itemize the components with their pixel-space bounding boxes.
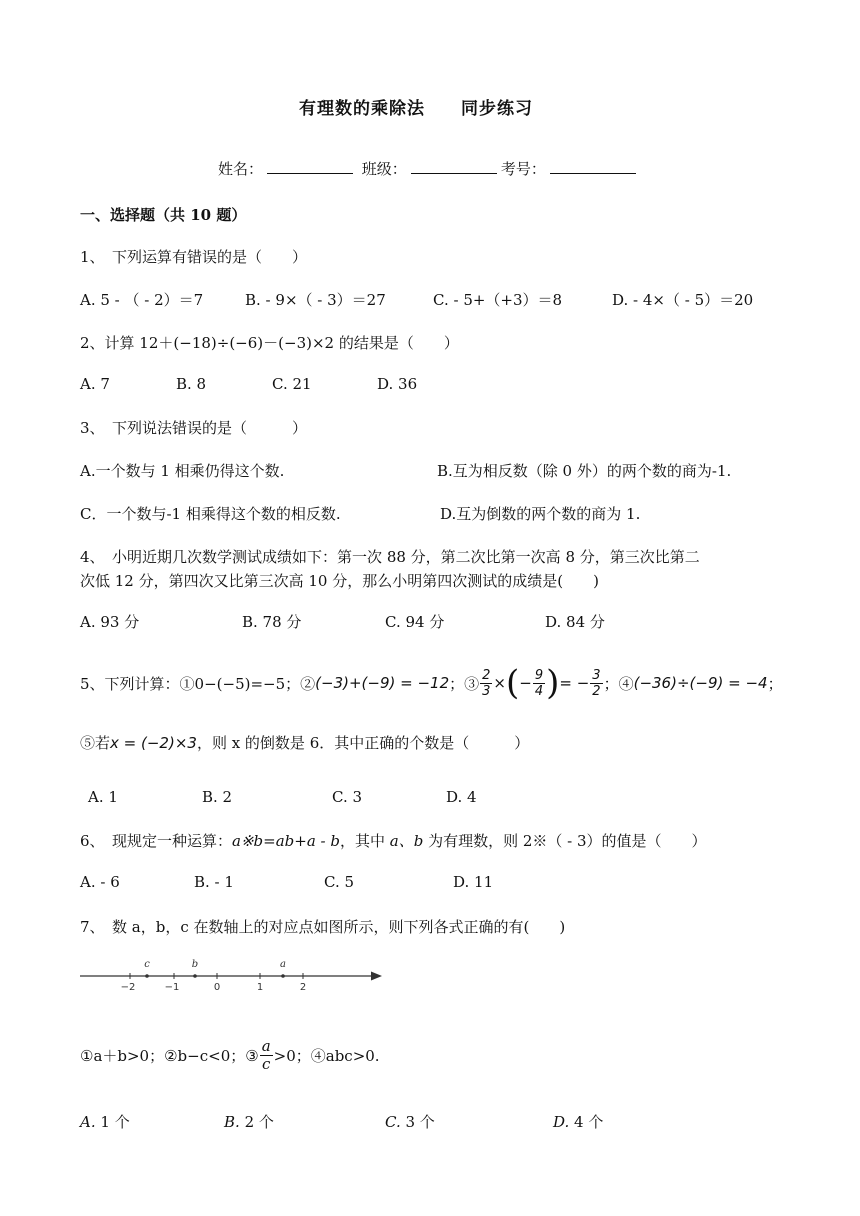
question-4-option-d: D. 84 分: [545, 613, 605, 631]
question-3-option-a: A.一个数与 1 相乘仍得这个数.: [80, 462, 285, 480]
minus-sign: −: [519, 674, 532, 692]
name-blank: [267, 159, 353, 174]
question-5-stem-line-2: [80, 732, 529, 753]
fraction-a-over-c: $\frac{a}{c}$: [261, 1036, 271, 1073]
question-2-option-b: B. 8: [176, 375, 207, 393]
question-6-stem-lead: 6、 现规定一种运算：: [80, 832, 233, 850]
question-6-option-c: C. 5: [324, 873, 355, 891]
tick-label-0: 0: [213, 982, 221, 993]
tick-label-neg1: −1: [164, 982, 180, 993]
question-5-sep-3: ；③: [449, 674, 480, 693]
question-6-stem-mid: ，其中: [340, 832, 390, 850]
question-5-option-c: C. 3: [332, 788, 363, 806]
question-6-option-a: A. - 6: [80, 873, 120, 891]
question-7-option-b: B. 2 个: [224, 1113, 274, 1131]
fraction-nine-fourths: $\frac{9}{4}$: [534, 667, 544, 699]
question-5-option-b: B. 2: [202, 788, 233, 806]
question-5-expr-5: x = (−2)×3: [110, 734, 197, 752]
section-heading: 一、选择题（共 10 题）: [80, 206, 247, 224]
point-c-dot: [145, 974, 149, 978]
question-6-vars: a、b: [389, 832, 424, 850]
question-3-stem: 3、 下列说法错误的是（ ）: [80, 419, 308, 437]
question-5-sep-4: ；④: [603, 674, 634, 693]
question-2-option-a: A. 7: [80, 375, 110, 393]
question-6-option-b: B. - 1: [194, 873, 234, 891]
question-1-option-c: C. - 5+（+3）＝8: [433, 291, 563, 309]
times-sign: ×: [493, 674, 506, 692]
question-2-option-d: D. 36: [377, 375, 418, 393]
number-line-figure: [78, 955, 388, 995]
number-line-arrow: [371, 972, 382, 981]
question-4-option-b: B. 78 分: [242, 613, 302, 631]
question-3-option-c: C．一个数与-1 相乘得这个数的相反数.: [80, 505, 341, 523]
id-blank: [550, 159, 636, 174]
question-7-option-d: D. 4 个: [553, 1113, 604, 1131]
question-4-stem-line-1: 4、 小明近期几次数学测试成绩如下：第一次 88 分，第二次比第一次高 8 分，第三次比第二: [80, 548, 700, 566]
equals-minus: = −: [559, 674, 590, 692]
question-6-option-d: D. 11: [453, 873, 494, 891]
question-3-option-b: B.互为相反数（除 0 外）的两个数的商为-1.: [437, 462, 732, 480]
left-paren: (: [506, 663, 520, 703]
question-5-end: ；: [767, 674, 783, 693]
tick-label-1: 1: [256, 982, 264, 993]
question-5-lead: 5、下列计算：①0−(−5)=−5；②: [80, 674, 316, 693]
question-7-cond-lead: ①a＋b>0；②b−c<0；③: [80, 1046, 259, 1065]
question-6-stem: [80, 830, 707, 851]
student-info-line: [218, 158, 640, 179]
question-1-stem: 1、 下列运算有错误的是（ ）: [80, 248, 308, 266]
question-5-option-a: A. 1: [88, 788, 118, 806]
question-7-option-a: A. 1 个: [80, 1113, 130, 1131]
question-4-stem-line-2: 次低 12 分，第四次又比第三次高 10 分，那么小明第四次测试的成绩是( ): [80, 572, 599, 590]
question-7-cond-rest: >0；④abc>0.: [273, 1046, 380, 1065]
name-label: 姓名：: [218, 160, 264, 178]
page-title: 有理数的乘除法 同步练习: [299, 99, 533, 119]
question-6-expression: a※b=ab+a - b: [232, 832, 340, 850]
right-paren: ): [546, 663, 560, 703]
question-5-line2-lead: ⑤若: [80, 734, 111, 752]
question-5-expr-2: (−3)+(−9) = −12: [315, 674, 450, 692]
fraction-three-halves: $\frac{3}{2}$: [592, 667, 601, 699]
tick-label-2: 2: [299, 982, 307, 993]
class-label: 班级：: [361, 160, 407, 178]
question-6-stem-rest: 为有理数，则 2※（ - 3）的值是（ ）: [423, 832, 707, 850]
id-label: 考号：: [500, 160, 546, 178]
question-1-option-b: B. - 9×（ - 3）＝27: [245, 291, 386, 309]
point-b-label: b: [191, 959, 199, 970]
point-b-dot: [193, 974, 197, 978]
question-4-option-a: A. 93 分: [80, 613, 140, 631]
question-7-stem: 7、 数 a，b，c 在数轴上的对应点如图所示，则下列各式正确的有( ): [80, 918, 566, 936]
point-a-dot: [281, 974, 285, 978]
question-5-stem-line-1: [80, 663, 783, 703]
point-c-label: c: [144, 959, 150, 970]
question-5-option-d: D. 4: [446, 788, 477, 806]
question-3-option-d: D.互为倒数的两个数的商为 1.: [440, 505, 641, 523]
question-2-stem: 2、计算 12＋(−18)÷(−6)－(−3)×2 的结果是（ ）: [80, 334, 459, 352]
class-blank: [411, 159, 497, 174]
point-a-label: a: [280, 959, 286, 970]
question-7-conditions: [80, 1034, 380, 1076]
question-5-expr-4: (−36)÷(−9) = −4: [633, 674, 768, 692]
question-1-option-d: D. - 4×（ - 5）＝20: [612, 291, 754, 309]
question-5-line2-rest: ，则 x 的倒数是 6．其中正确的个数是（ ）: [196, 734, 530, 752]
fraction-two-thirds: $\frac{2}{3}$: [482, 667, 491, 699]
question-1-option-a: A. 5 - （ - 2）＝7: [80, 291, 204, 309]
question-2-option-c: C. 21: [272, 375, 312, 393]
question-7-option-c: C. 3 个: [385, 1113, 435, 1131]
tick-label-neg2: −2: [120, 982, 136, 993]
question-4-option-c: C. 94 分: [385, 613, 445, 631]
